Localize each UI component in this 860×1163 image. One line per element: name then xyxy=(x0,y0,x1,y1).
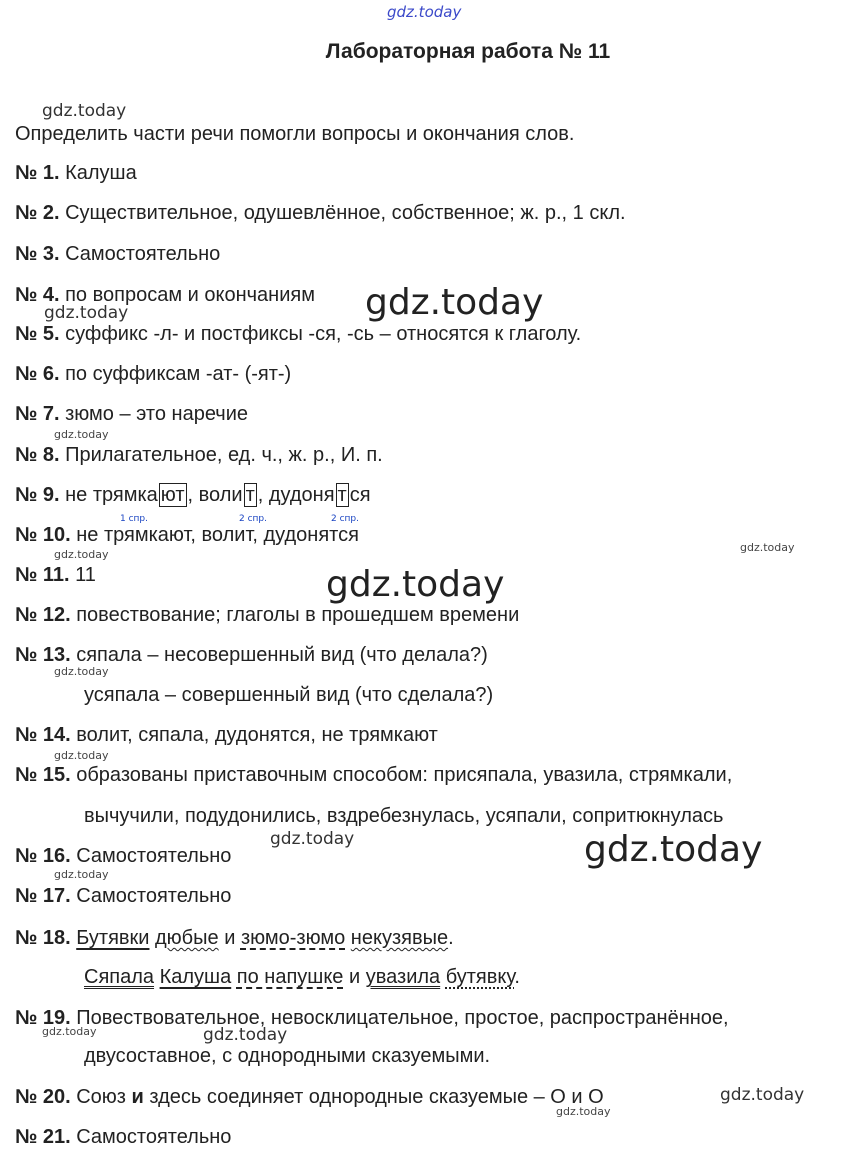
watermark-small: gdz.today xyxy=(54,868,109,881)
watermark-large: gdz.today xyxy=(365,282,544,323)
punctuation: . xyxy=(514,966,520,988)
watermark-small: gdz.today xyxy=(556,1105,611,1118)
answer-text: зюмо – это наречие xyxy=(65,403,248,425)
conjunction-word: и xyxy=(224,927,236,949)
conjugation-note: 2 спр. xyxy=(239,514,267,524)
answer-text: не трямкают, волит, дудонятся xyxy=(76,524,359,546)
answer-text: волит, сяпала, дудонятся, не трямкают xyxy=(76,724,438,746)
answer-9 xyxy=(15,484,371,507)
answer-text: Самостоятельно xyxy=(65,243,221,265)
answer-text: 11 xyxy=(75,564,96,586)
word-fragment: ся xyxy=(349,484,371,506)
answer-text: образованы приставочным способом: присяпала, увазила, стрямкали, xyxy=(76,764,733,786)
answer-text: здесь соединяет однородные сказуемые – О и О xyxy=(143,1086,604,1108)
answer-15 xyxy=(15,764,732,787)
answer-6 xyxy=(15,363,291,386)
answer-2 xyxy=(15,202,626,225)
answer-number: № 4. xyxy=(15,284,60,306)
page-title: Лабораторная работа № 11 xyxy=(325,40,611,63)
conjunction-word: и xyxy=(349,966,361,988)
answer-number: № 18. xyxy=(15,927,71,949)
watermark-top: gdz.today xyxy=(387,3,462,21)
subject-word: Бутявки xyxy=(76,927,150,949)
answer-number: № 3. xyxy=(15,243,60,265)
watermark-small: gdz.today xyxy=(54,548,109,561)
answer-text: Союз xyxy=(76,1086,132,1108)
answer-13-continued: усяпала – совершенный вид (что сделала?) xyxy=(84,684,494,706)
word-fragment: , воли xyxy=(187,484,243,506)
answer-text: Самостоятельно xyxy=(76,845,232,867)
watermark-small: gdz.today xyxy=(740,541,795,554)
watermark-small: gdz.today xyxy=(54,428,109,441)
answer-number: № 17. xyxy=(15,885,71,907)
answer-number: № 21. xyxy=(15,1126,71,1148)
answer-text: Существительное, одушевлённое, собственное; ж. р., 1 скл. xyxy=(65,202,626,224)
answer-number: № 15. xyxy=(15,764,71,786)
answer-number: № 1. xyxy=(15,162,60,184)
adverbial-word: по напушке xyxy=(236,966,344,988)
answer-text: по суффиксам -ат- (-ят-) xyxy=(65,363,292,385)
answer-number: № 16. xyxy=(15,845,71,867)
answer-text: Самостоятельно xyxy=(76,1126,232,1148)
answer-number: № 2. xyxy=(15,202,60,224)
predicate-word: Сяпала xyxy=(84,966,155,988)
answer-17 xyxy=(15,885,231,908)
watermark-large: gdz.today xyxy=(326,564,505,605)
answer-text: Самостоятельно xyxy=(76,885,232,907)
answer-number: № 6. xyxy=(15,363,60,385)
word-fragment: , дудоня xyxy=(257,484,335,506)
answer-number: № 10. xyxy=(15,524,71,546)
object-word: бутявку xyxy=(445,966,515,988)
answer-number: № 14. xyxy=(15,724,71,746)
conjugation-note: 2 спр. xyxy=(331,514,359,524)
answer-text: по вопросам и окончаниям xyxy=(65,284,315,306)
watermark: gdz.today xyxy=(44,303,129,323)
conjugation-note: 1 спр. xyxy=(120,514,148,524)
answer-number: № 20. xyxy=(15,1086,71,1108)
answer-text: суффикс -л- и постфиксы -ся, -сь – относятся к глаголу. xyxy=(65,323,582,345)
answer-number: № 13. xyxy=(15,644,71,666)
answer-3 xyxy=(15,243,220,266)
watermark-small: gdz.today xyxy=(54,665,109,678)
word-fragment: не трямка xyxy=(65,484,158,506)
ending-box: т xyxy=(337,484,347,506)
answer-12 xyxy=(15,604,519,627)
answer-13 xyxy=(15,644,488,667)
answer-text: повествование; глаголы в прошедшем времени xyxy=(76,604,520,626)
answer-text: Прилагательное, ед. ч., ж. р., И. п. xyxy=(65,444,383,466)
answer-number: № 9. xyxy=(15,484,60,506)
subject-word: Калуша xyxy=(159,966,232,988)
answer-11 xyxy=(15,564,96,587)
watermark: gdz.today xyxy=(270,829,355,849)
answer-19 xyxy=(15,1007,729,1030)
answer-20 xyxy=(15,1086,604,1109)
answer-number: № 7. xyxy=(15,403,60,425)
answer-number: № 8. xyxy=(15,444,60,466)
ending-box: т xyxy=(245,484,255,506)
answer-5 xyxy=(15,323,581,346)
answer-number: № 12. xyxy=(15,604,71,626)
predicate-word: некузявые xyxy=(350,927,449,949)
conjunction-bold: и xyxy=(131,1086,144,1108)
answer-18 xyxy=(15,927,454,950)
watermark-small: gdz.today xyxy=(54,749,109,762)
answer-7 xyxy=(15,403,248,426)
watermark: gdz.today xyxy=(42,101,127,121)
predicate-word: дюбые xyxy=(155,927,219,949)
answer-number: № 5. xyxy=(15,323,60,345)
answer-8 xyxy=(15,444,383,467)
watermark-small: gdz.today xyxy=(42,1025,97,1038)
answer-number: № 19. xyxy=(15,1007,71,1029)
answer-15-continued: вычучили, подудонились, вздребезнулась, усяпали, сопритюкнулась xyxy=(84,805,724,827)
answer-10 xyxy=(15,524,359,547)
adverbial-word: зюмо-зюмо xyxy=(240,927,346,949)
answer-4 xyxy=(15,284,315,307)
watermark-large: gdz.today xyxy=(584,829,763,870)
watermark: gdz.today xyxy=(720,1085,805,1105)
answer-text: Повествовательное, невосклицательное, простое, распространённое, xyxy=(76,1007,729,1029)
answer-text: сяпала – несовершенный вид (что делала?) xyxy=(76,644,488,666)
answer-18-continued xyxy=(84,966,520,989)
intro-text: Определить части речи помогли вопросы и окончания слов. xyxy=(15,123,575,145)
answer-number: № 11. xyxy=(15,564,70,586)
predicate-word: увазила xyxy=(365,966,441,988)
answer-16 xyxy=(15,845,231,868)
answer-text: Калуша xyxy=(65,162,137,184)
answer-21 xyxy=(15,1126,231,1149)
watermark: gdz.today xyxy=(203,1025,288,1045)
answer-19-continued: двусоставное, с однородными сказуемыми. xyxy=(84,1045,491,1067)
ending-box: ют xyxy=(160,484,185,506)
punctuation: . xyxy=(448,927,454,949)
answer-1 xyxy=(15,162,137,185)
answer-14 xyxy=(15,724,438,747)
